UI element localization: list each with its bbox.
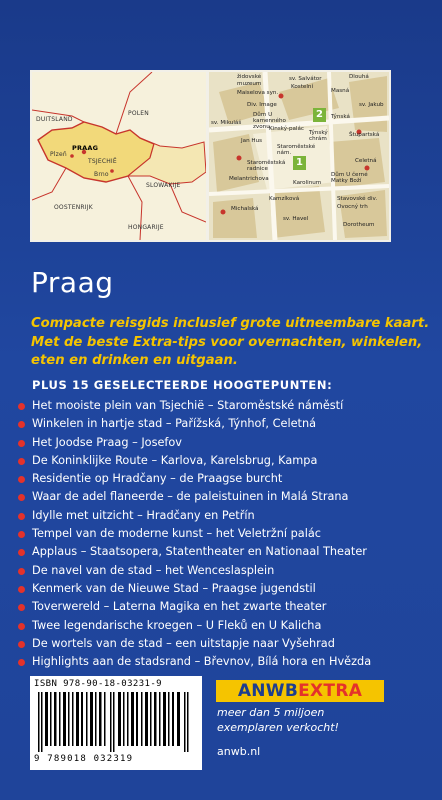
sales-claim (217, 706, 387, 735)
anwb-extra-logo (216, 680, 384, 702)
list-item (16, 452, 436, 470)
list-item-text: De navel van de stad – het Wenceslasplein (32, 563, 275, 577)
list-item-text: De Koninklijke Route – Karlova, Karelsbrug, Kampa (32, 453, 318, 467)
map-label-czechia: TSJECHIË (88, 158, 117, 165)
isbn-barcode-box (30, 676, 202, 770)
city-label-16: Stavovské div. (337, 196, 378, 202)
list-item-text: Applaus – Staatsopera, Statentheater en Nationaal Theater (32, 545, 367, 559)
city-label-13: Staroměstská radnice (247, 160, 286, 172)
list-item-text: Twee legendarische kroegen – U Fleků en U Kalicha (32, 618, 322, 632)
map-label-brno: Brno (94, 171, 109, 178)
bullet-icon (18, 458, 25, 465)
city-label-4: Maiselova syn. (237, 90, 279, 96)
bullet-icon (18, 421, 25, 428)
list-item (16, 488, 436, 506)
city-label-9: sv. Mikuláš (211, 120, 242, 126)
bullet-icon (18, 494, 25, 501)
list-item-text: Winkelen in hartje stad – Pařížská, Týnhof, Celetná (32, 417, 317, 431)
bullet-icon (18, 476, 25, 483)
bullet-icon (18, 440, 25, 447)
map-label-plzen: Plzeň (50, 151, 67, 158)
city-label-7: Dům U kamenného zvonu (253, 112, 286, 130)
bullet-icon (18, 513, 25, 520)
city-label-5: Masná (331, 88, 350, 94)
city-label-6: Div. Image (247, 102, 277, 108)
list-item (16, 470, 436, 488)
list-item (16, 653, 436, 671)
list-item (16, 543, 436, 561)
city-label-10: Jan Hus (241, 138, 263, 144)
list-item (16, 562, 436, 580)
bullet-icon (18, 568, 25, 575)
city-label-11: Kinský-palác (269, 126, 304, 132)
list-item-text: Tempel van de moderne kunst – het Veletržní palác (32, 527, 321, 541)
list-item-text: Waar de adel flaneerde – de paleistuinen in Malá Strana (32, 490, 349, 504)
map-label-prague: PRAAG (72, 144, 99, 152)
list-item-text: Het Joodse Praag – Josefov (32, 435, 182, 449)
intro-line-1: Compacte reisgids inclusief grote uitneembare kaart. (31, 316, 430, 331)
map-label-hungary: HONGARIJE (128, 224, 164, 231)
list-item (16, 397, 436, 415)
city-label-14: Dům U černé Matky Boží (331, 172, 368, 184)
city-label-26: sv. Jakub (359, 102, 384, 108)
list-item-text: Kenmerk van de Nieuwe Stad – Praagse jugendstil (32, 581, 316, 595)
city-label-20: Týnská (331, 114, 350, 120)
list-item-text: Toverwereld – Laterna Magika en het zwarte theater (32, 600, 327, 614)
city-label-2: muzeum (237, 81, 262, 87)
city-label-27: Dlouhá (349, 74, 369, 80)
city-label-8: Týnský chrám (309, 130, 328, 142)
city-label-24: Celetná (355, 158, 377, 164)
city-label-1: sv. Salvátor (289, 76, 322, 82)
city-label-21: Štupartská (349, 132, 380, 138)
barcode-number: 9 789018 032319 (34, 754, 134, 764)
publisher-url: anwb.nl (217, 745, 261, 758)
city-label-23: Michalská (231, 206, 259, 212)
city-label-15: Karolinum (293, 180, 322, 186)
intro-line-2: Met de beste Extra-tips voor overnachten, winkelen, (31, 334, 423, 350)
city-label-22: Melantrichova (229, 176, 269, 182)
map-label-austria: OOSTENRIJK (54, 204, 93, 211)
bullet-icon (18, 586, 25, 593)
city-label-3: Kostelní (291, 84, 314, 90)
list-item-text: Highlights aan de stadsrand – Břevnov, Bílá hora en Hvězda (32, 655, 372, 669)
map-label-germany: DUITSLAND (36, 116, 73, 123)
city-label-17: Ovocný trh (337, 204, 368, 210)
logo-extra-text: EXTRA (298, 681, 363, 701)
list-item-text: De wortels van de stad – een uitstapje naar Vyšehrad (32, 636, 335, 650)
city-label-18: sv. Havel (283, 216, 309, 222)
overview-map (30, 70, 208, 242)
list-item-text: Het mooiste plein van Tsjechië – Staroměstské náměstí (32, 399, 344, 412)
bullet-icon (18, 531, 25, 538)
intro-line-3: eten en drinken en uitgaan. (31, 353, 238, 368)
list-item-text: Idylle met uitzicht – Hradčany en Petřín (32, 508, 255, 522)
logo-main-text: ANWB (237, 681, 299, 701)
map-label-slovakia: SLOWAKIJE (146, 182, 181, 189)
bullet-icon (18, 641, 25, 648)
sales-claim-line-2: exemplaren verkocht! (217, 720, 339, 734)
map-marker-2: 2 (313, 108, 326, 122)
list-item (16, 617, 436, 635)
city-label-12: Staroměstské nám. (277, 144, 316, 156)
list-item (16, 434, 436, 452)
page-title: Praag (31, 266, 114, 299)
city-label-25: Kamzíková (269, 196, 300, 202)
highlights-list (16, 397, 436, 671)
list-item (16, 580, 436, 598)
sales-claim-line-1: meer dan 5 miljoen (217, 706, 325, 719)
bullet-icon (18, 549, 25, 556)
bullet-icon (18, 403, 25, 410)
list-item (16, 415, 436, 433)
highlights-heading: PLUS 15 GESELECTEERDE HOOGTEPUNTEN: (32, 378, 333, 392)
list-item (16, 635, 436, 653)
city-label-19: Dorotheum (343, 222, 375, 228)
list-item (16, 525, 436, 543)
list-item (16, 598, 436, 616)
bullet-icon (18, 623, 25, 630)
intro-text (31, 315, 430, 371)
isbn-label: ISBN 978-90-18-03231-9 (34, 679, 163, 689)
city-label-0: židovské (237, 74, 262, 80)
bullet-icon (18, 604, 25, 611)
map-label-poland: POLEN (128, 110, 149, 117)
bullet-icon (18, 659, 25, 666)
barcode-icon (38, 692, 194, 752)
list-item (16, 507, 436, 525)
city-map (207, 70, 391, 242)
list-item-text: Residentie op Hradčany – de Praagse burcht (32, 472, 283, 486)
map-marker-1: 1 (293, 156, 306, 170)
